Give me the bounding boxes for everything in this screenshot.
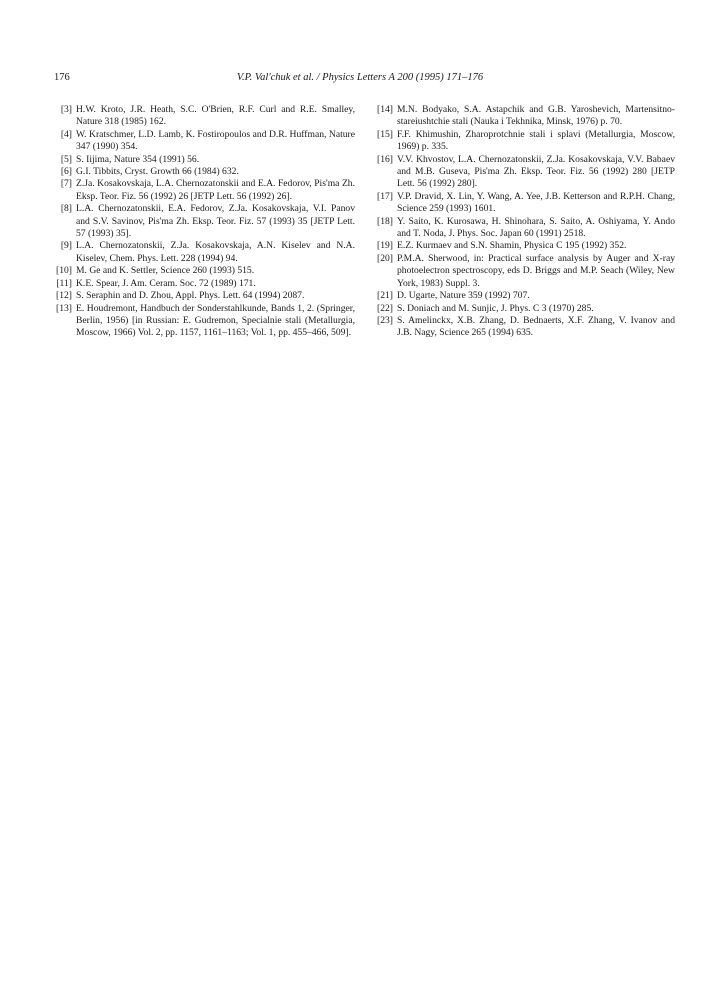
reference-item: [52, 154, 355, 166]
page-number: 176: [54, 72, 70, 83]
reference-number: [21]: [377, 290, 393, 302]
reference-text: F.F. Khimushin, Zharoprotchnie stali i splavi (Metallurgia, Moscow, 1969) p. 335.: [397, 128, 675, 153]
reference-number: [10]: [56, 265, 72, 277]
reference-text: E.Z. Kurmaev and S.N. Shamin, Physica C 195 (1992) 352.: [397, 240, 627, 252]
reference-number: [15]: [377, 128, 393, 140]
reference-number: [4]: [60, 128, 72, 140]
reference-item: [52, 104, 355, 129]
reference-item: [52, 178, 355, 203]
reference-item: [52, 265, 355, 277]
reference-number: [22]: [377, 302, 393, 314]
reference-item: [373, 315, 675, 340]
reference-number: [16]: [377, 153, 393, 165]
reference-number: [8]: [60, 203, 72, 215]
reference-item: [373, 104, 675, 129]
reference-text: K.E. Spear, J. Am. Ceram. Soc. 72 (1989) 171.: [76, 277, 256, 289]
reference-text: Y. Saito, K. Kurosawa, H. Shinohara, S. Saito, A. Oshiyama, Y. Ando and T. Noda, J. Phys. Soc. Japan 60 (1991) 2518.: [397, 215, 675, 240]
reference-item: [52, 303, 355, 340]
reference-text: S. Seraphin and D. Zhou, Appl. Phys. Lett. 64 (1994) 2087.: [76, 290, 305, 302]
references-right-column: [373, 104, 675, 340]
reference-text: V.V. Khvostov, L.A. Chernozatonskii, Z.Ja. Kosakovskaja, V.V. Babaev and M.B. Guseva, Pis'ma Zh. Eksp. Teor. Fiz. 56 (1992) 280 [JETP Lett. 56 (1992) 280].: [397, 153, 675, 190]
reference-item: [373, 191, 675, 216]
reference-text: S. Iijima, Nature 354 (1991) 56.: [76, 153, 200, 165]
reference-number: [3]: [60, 104, 72, 115]
reference-number: [9]: [60, 240, 72, 252]
reference-text: L.A. Chernozatonskii, Z.Ja. Kosakovskaja, A.N. Kiselev and N.A. Kiselev, Chem. Phys. Lett. 228 (1994) 94.: [76, 240, 355, 264]
reference-text: S. Doniach and M. Sunjic, J. Phys. C 3 (1970) 285.: [397, 302, 594, 314]
reference-number: [5]: [60, 153, 72, 165]
reference-number: [19]: [377, 240, 393, 252]
reference-text: G.I. Tibbits, Cryst. Growth 66 (1984) 632.: [76, 166, 239, 178]
reference-text: D. Ugarte, Nature 359 (1992) 707.: [397, 290, 530, 302]
reference-text: H.W. Kroto, J.R. Heath, S.C. O'Brien, R.F. Curl and R.E. Smalley, Nature 318 (1985) 162.: [76, 104, 355, 128]
reference-item: [52, 166, 355, 178]
reference-item: [52, 290, 355, 302]
reference-number: [13]: [56, 302, 72, 314]
reference-text: E. Houdremont, Handbuch der Sonderstahlkunde, Bands 1, 2. (Springer, Berlin, 1956) [in Russian: E. Gudremon, Specialnie stali (Metallurgia, Moscow, 1966) Vol. 2, pp. 1157, 1161–1163; Vol. 1, pp. 455–466, 509].: [76, 302, 355, 339]
reference-number: [18]: [377, 215, 393, 227]
reference-item: [373, 253, 675, 290]
reference-item: [373, 154, 675, 191]
reference-number: [6]: [60, 166, 72, 178]
reference-text: L.A. Chernozatonskii, E.A. Fedorov, Z.Ja. Kosakovskaja, V.I. Panov and S.V. Savinov, Pis'ma Zh. Eksp. Teor. Fiz. 57 (1993) 35 [JETP Lett. 57 (1993) 35].: [76, 203, 355, 240]
reference-item: [52, 129, 355, 154]
reference-number: [17]: [377, 190, 393, 202]
references-left-column: [52, 104, 355, 340]
reference-number: [12]: [56, 290, 72, 302]
reference-number: [7]: [60, 178, 72, 190]
reference-item: [373, 290, 675, 302]
running-head: V.P. Val'chuk et al. / Physics Letters A 200 (1995) 171–176: [236, 72, 484, 83]
reference-item: [52, 203, 355, 240]
reference-item: [52, 278, 355, 290]
reference-text: Z.Ja. Kosakovskaja, L.A. Chernozatonskii and E.A. Fedorov, Pis'ma Zh. Eksp. Teor. Fiz. 56 (1992) 26 [JETP Lett. 56 (1992) 26].: [76, 178, 355, 202]
reference-number: [14]: [377, 104, 393, 115]
reference-text: P.M.A. Sherwood, in: Practical surface analysis by Auger and X-ray photoelectron spectroscopy, eds D. Briggs and M.P. Seach (Wiley, New York, 1983) Suppl. 3.: [397, 252, 675, 289]
reference-text: M. Ge and K. Settler, Science 260 (1993) 515.: [76, 265, 255, 277]
reference-item: [52, 240, 355, 265]
reference-item: [373, 216, 675, 241]
reference-number: [23]: [377, 314, 393, 326]
reference-text: W. Kratschmer, L.D. Lamb, K. Fostiropoulos and D.R. Huffman, Nature 347 (1990) 354.: [76, 128, 355, 153]
reference-item: [373, 129, 675, 154]
reference-number: [20]: [377, 252, 393, 264]
reference-item: [373, 303, 675, 315]
reference-text: M.N. Bodyako, S.A. Astapchik and G.B. Yaroshevich, Martensitno-stareiushtchie stali (Nauka i Tekhnika, Minsk, 1976) p. 70.: [397, 104, 675, 128]
reference-text: V.P. Dravid, X. Lin, Y. Wang, A. Yee, J.B. Ketterson and R.P.H. Chang, Science 259 (1993) 1601.: [397, 190, 675, 215]
reference-text: S. Amelinckx, X.B. Zhang, D. Bednaerts, X.F. Zhang, V. Ivanov and J.B. Nagy, Science 265 (1994) 635.: [397, 314, 675, 339]
reference-number: [11]: [56, 277, 72, 289]
reference-item: [373, 240, 675, 252]
